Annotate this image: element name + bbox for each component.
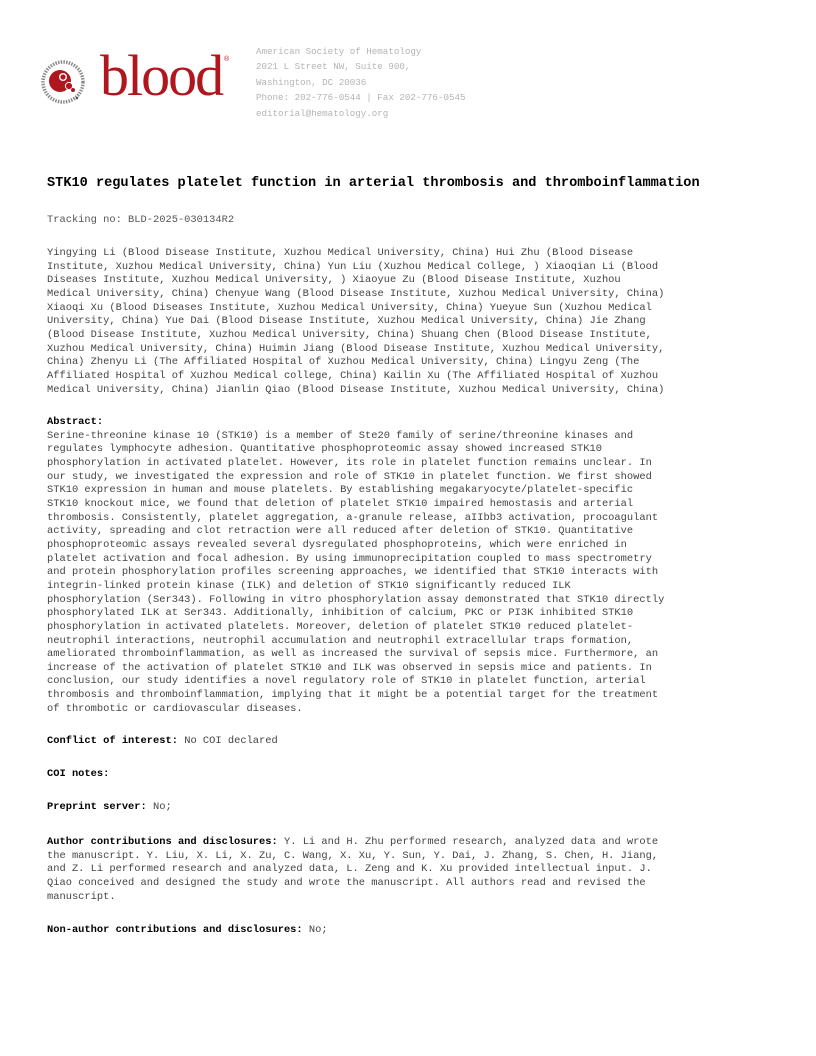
registered-mark: ® (224, 56, 230, 63)
abstract-line: our study, we investigated the expression and role of STK10 in platelet function. We first showed (47, 470, 652, 483)
ash-seal-icon (41, 60, 85, 104)
contrib-label: Author contributions and disclosures (47, 836, 272, 848)
coi-label: Conflict of interest (47, 735, 172, 747)
abstract-line: platelet activation and focal adhesion. By using immunoprecipitation coupled to mass spectrometry (47, 552, 652, 565)
conflict-of-interest: Conflict of interest: No COI declared (47, 735, 278, 747)
tracking-number: Tracking no: BLD-2025-030134R2 (47, 214, 235, 226)
abstract-line: regulates lymphocyte adhesion. Quantitative phosphoproteomic assay showed increased STK10 (47, 443, 602, 456)
nonauthor-label: Non-author contributions and disclosures (47, 924, 297, 936)
coi-value: No COI declared (184, 735, 278, 747)
preprint-value: No; (153, 801, 172, 813)
blood-journal-logo (38, 43, 238, 112)
abstract-line: phosphorylation in activated platelet. However, its role in platelet function remains unclear. In (47, 456, 652, 469)
paper-title: STK10 regulates platelet function in arterial thrombosis and thromboinflammation (47, 176, 700, 191)
abstract-line: Serine-threonine kinase 10 (STK10) is a member of Ste20 family of serine/threonine kinases and (47, 429, 634, 442)
author-line: Xuzhou Medical University, China) Huimin Jiang (Blood Disease Institute, Xuzhou Medical University, (47, 342, 665, 355)
abstract-line: thrombosis. Consistently, platelet aggregation, a-granule release, aIIbb3 activation, procoagulant (47, 511, 659, 524)
abstract-line: phosphorylated ILK at Ser343. Additionally, inhibition of calcium, PKC or PI3K inhibited STK10 (47, 607, 634, 620)
abstract-line: conclusion, our study identifies a novel regulatory role of STK10 in platelet function, arterial (47, 675, 646, 688)
author-line: Affiliated Hospital of Xuzhou Medical college, China) Kailin Xu (The Affiliated Hospital of Xuzhou (47, 369, 659, 382)
non-author-contributions: Non-author contributions and disclosures: No; (47, 924, 328, 936)
contrib-first-line: Y. Li and H. Zhu performed research, analyzed data and wrote (283, 836, 659, 848)
address-line-phone: Phone: 202-776-0544 | Fax 202-776-0545 (256, 92, 466, 104)
author-line: University, China) Yue Dai (Blood Disease Institute, Xuzhou Medical University, China) Jie Zhang (47, 315, 646, 328)
abstract-line: phosphorylation in activated platelets. Moreover, deletion of platelet STK10 reduced platelet- (47, 620, 634, 633)
nonauthor-value: No; (308, 924, 328, 936)
address-line-email[interactable]: editorial@hematology.org (256, 107, 389, 119)
abstract-line: ameliorated thromboinflammation, as well as increased the survival of sepsis mice. Furthermore, an (47, 648, 659, 661)
author-contributions: Author contributions and disclosures: Y. Li and H. Zhu performed research, analyzed data and wrote the manuscript. Y. Liu, X. Li, X. Zu, C. Wang, X. Xu, Y. Sun, Y. Dai, J. Zhang, S. Chen, H. Jiang, and Z. Li performed research and analyzed data, L. Zeng and K. Xu provided intellectual input. J. Qiao conceived and designed the study and wrote the manuscript. All authors read and revised the manuscript. (47, 836, 777, 904)
abstract-line: neutrophil interactions, neutrophil accumulation and neutrophil extracellular traps formation, (47, 634, 634, 647)
abstract-line: increase of the activation of platelet STK10 and ILK was observed in sepsis mice and patients. In (47, 661, 652, 674)
author-line: (Blood Disease Institute, Xuzhou Medical University, China) Shuang Chen (Blood Disease Institute, (47, 328, 652, 341)
author-line: Medical University, China) Jianlin Qiao (Blood Disease Institute, Xuzhou Medical University, China) (47, 383, 665, 396)
contrib-line: the manuscript. Y. Liu, X. Li, X. Zu, C. Wang, X. Xu, Y. Sun, Y. Dai, J. Zhang, S. Chen, H. Jiang, (47, 849, 659, 862)
preprint-label: Preprint server (47, 801, 141, 813)
contrib-line: and Z. Li performed research and analyzed data, L. Zeng and K. Xu provided intellectual input. J. (47, 863, 652, 876)
coi-notes (47, 768, 777, 782)
abstract-line: and protein phosphorylation profiles screening approaches, we identified that STK10 interacts with (47, 566, 659, 579)
abstract-section (47, 416, 777, 716)
author-line: Yingying Li (Blood Disease Institute, Xuzhou Medical University, China) Hui Zhu (Blood Disease (47, 247, 634, 259)
address-line-city: Washington, DC 20036 (256, 76, 367, 88)
coi-notes-label: COI notes: (47, 768, 110, 780)
abstract-line: activity, spreading and clot retraction were all reduced after deletion of STK10. Quantitative (47, 525, 634, 538)
abstract-line: integrin-linked protein kinase (ILK) and deletion of STK10 significantly reduced ILK (47, 579, 571, 592)
publisher-address (256, 44, 466, 121)
author-line: Diseases Institute, Xuzhou Medical University, ) Xiaoyue Zu (Blood Disease Institute, Xuzhou (47, 274, 621, 287)
abstract-line: STK10 knockout mice, we found that deletion of platelet STK10 impaired hemostasis and arterial (47, 497, 634, 510)
abstract-line: phosphorylation (Ser343). Following in vitro phosphorylation assay demonstrated that STK10 directly (47, 593, 665, 606)
contrib-line: manuscript. (47, 890, 116, 903)
abstract-line: of thrombotic or cardiovascular diseases. (47, 702, 303, 715)
contrib-line: Qiao conceived and designed the study and wrote the manuscript. All authors read and revised the (47, 876, 646, 889)
address-line-street: 2021 L Street NW, Suite 900, (256, 61, 411, 73)
abstract-line: STK10 expression in human and mouse platelets. By establishing megakaryocyte/platelet-specific (47, 484, 634, 497)
abstract-line: phosphoproteomic assays revealed several dysregulated phosphoproteins, which were enriched in (47, 538, 627, 551)
author-list (47, 247, 777, 397)
blood-wordmark: blood (100, 43, 223, 108)
preprint-server: Preprint server: No; (47, 801, 172, 813)
author-line: China) Zhenyu Li (The Affiliated Hospital of Xuzhou Medical University, China) Lingyu Zeng (The (47, 356, 640, 369)
journal-header (38, 42, 518, 122)
author-line: Institute, Xuzhou Medical University, China) Yun Liu (Xuzhou Medical College, ) Xiaoqian Li (Blood (47, 260, 659, 273)
abstract-line: thrombosis and thromboinflammation, implying that it might be a potential target for the treatment (47, 689, 659, 702)
address-line-org: American Society of Hematology (256, 46, 422, 57)
abstract-heading: Abstract: (47, 416, 104, 428)
author-line: Medical University, China) Chenyue Wang (Blood Disease Institute, Xuzhou Medical University, China) (47, 287, 665, 300)
author-line: Xiaoqi Xu (Blood Diseases Institute, Xuzhou Medical University, China) Yueyue Sun (Xuzhou Medical (47, 301, 652, 314)
